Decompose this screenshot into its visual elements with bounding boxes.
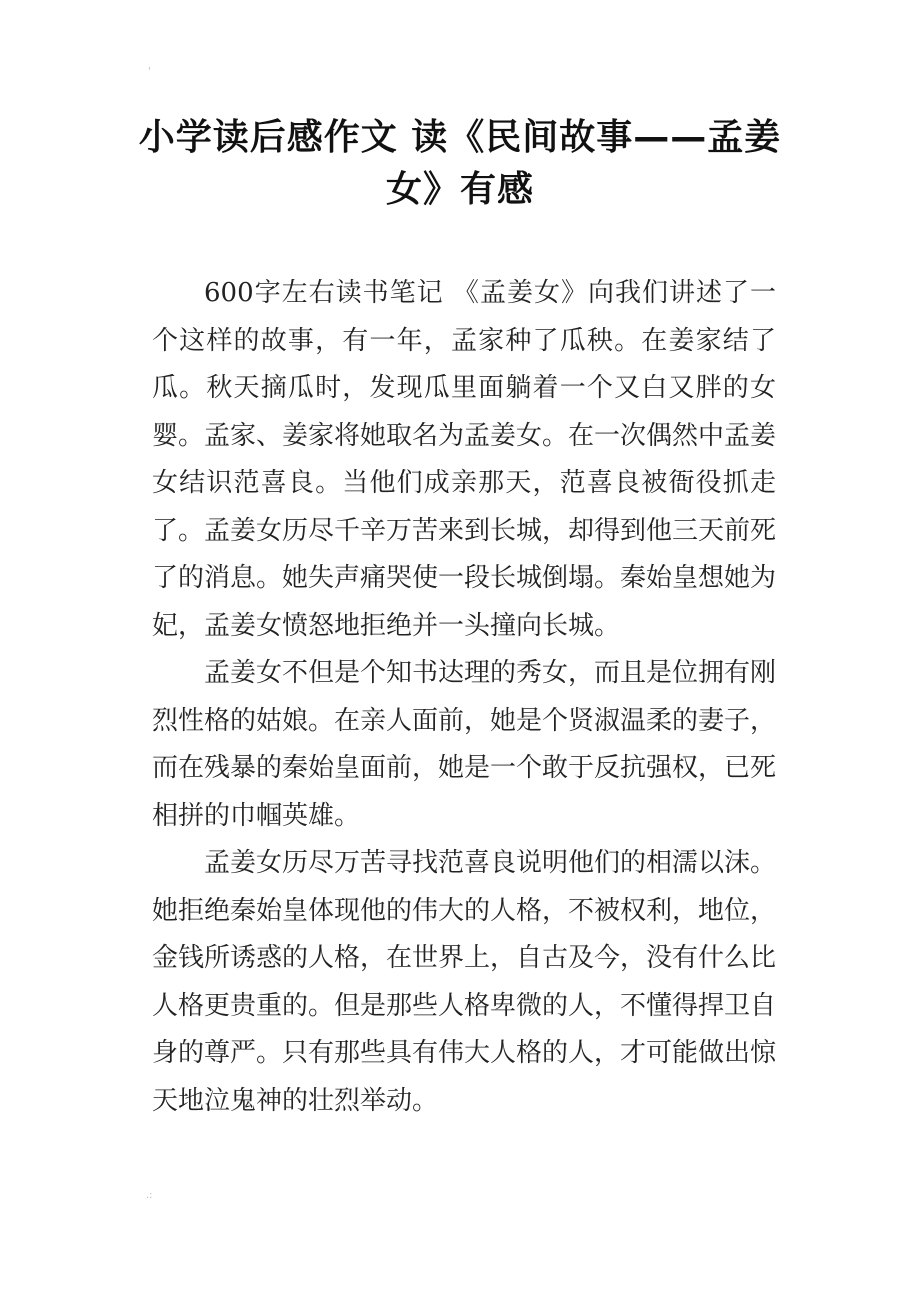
paragraph-1: 600字左右读书笔记 《孟姜女》向我们讲述了一个这样的故事，有一年，孟家种了瓜秧。在姜家结了瓜。秋天摘瓜时，发现瓜里面躺着一个又白又胖的女婴。孟家、姜家将她取名为孟姜女。在一次偶然中孟姜女结识范喜良。当他们成亲那天，范喜良被衙役抓走了。孟姜女历尽千辛万苦来到长城，却得到他三天前死了的消息。她失声痛哭使一段长城倒塌。秦始皇想她为妃，孟姜女愤怒地拒绝并一头撞向长城。 <box>152 278 777 641</box>
paragraph-3: 孟姜女历尽万苦寻找范喜良说明他们的相濡以沫。她拒绝秦始皇体现他的伟大的人格，不被权利，地位，金钱所诱惑的人格，在世界上，自古及今，没有什么比人格更贵重的。但是那些人格卑微的人，不懂得捍卫自身的尊严。只有那些具有伟大人格的人，才可能做出惊天地泣鬼神的壮烈举动。 <box>152 848 777 1116</box>
scan-mark-top: ' <box>148 66 151 77</box>
document-body <box>152 270 776 1125</box>
document-title: 小学读后感作文 读《民间故事——孟姜女》有感 <box>138 117 782 210</box>
paragraph-2: 孟姜女不但是个知书达理的秀女，而且是位拥有刚烈性格的姑娘。在亲人面前，她是个贤淑温柔的妻子，而在残暴的秦始皇面前，她是一个敢于反抗强权，已死相拼的巾帼英雄。 <box>152 658 777 831</box>
scan-mark-bottom: .: <box>146 1190 153 1201</box>
